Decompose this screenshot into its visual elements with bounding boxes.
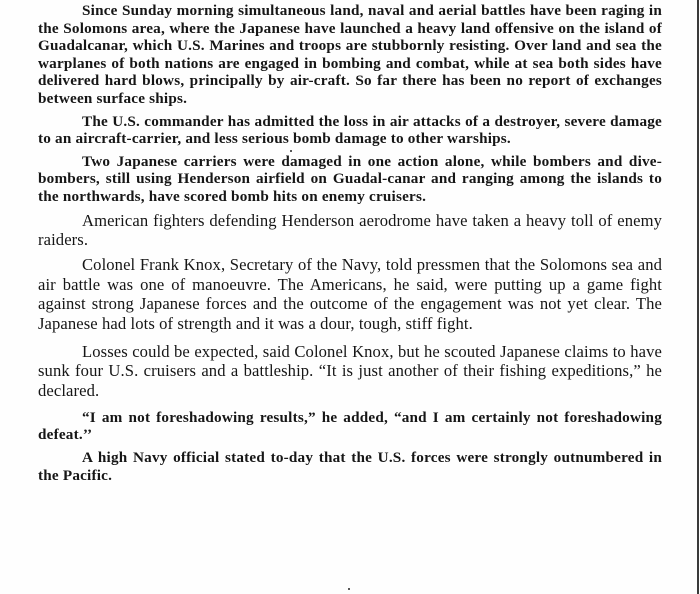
print-speck <box>348 588 350 590</box>
print-speck <box>290 150 292 152</box>
paragraph-navy-official: A high Navy official stated to-day that the U.S. forces were strongly outnumbered in the Pacific. <box>38 449 662 484</box>
column-edge-rule <box>697 0 699 594</box>
paragraph-american-fighters: American fighters defending Henderson aerodrome have taken a heavy toll of enemy raiders. <box>38 210 662 250</box>
article-column <box>38 2 662 484</box>
paragraph-us-losses: The U.S. commander has admitted the loss in air attacks of a destroyer, severe damage to an aircraft-carrier, and less serious bomb damage to other warships. <box>38 112 662 148</box>
paragraph-losses-expected: Losses could be expected, said Colonel Knox, but he scouted Japanese claims to have sunk four U.S. cruisers and a battleship. “It is just another of their fishing expeditions,” he declared. <box>38 341 662 401</box>
paragraph-not-foreshadowing: “I am not foreshadowing results,” he added, “and I am certainly not foreshadowing defeat.’’ <box>38 408 662 444</box>
paragraph-japanese-carriers: Two Japanese carriers were damaged in one action alone, while bombers and dive-bombers, still using Henderson airfield on Guadal-canar and ranging among the islands to the northwards, have scored bomb hits on enemy cruisers. <box>38 152 662 205</box>
paragraph-battles-overview: Since Sunday morning simultaneous land, naval and aerial battles have been raging in the Solomons area, where the Japanese have launched a heavy land offensive on the island of Guadalcanar, which U.S. Marines and troops are stubbornly resisting. Over land and sea the warplanes of both nations are engaged in bombing and combat, while at sea both sides have delivered hard blows, principally by air-craft. So far there has been no report of exchanges between surface ships. <box>38 2 662 107</box>
paragraph-colonel-knox: Colonel Frank Knox, Secretary of the Navy, told pressmen that the Solomons sea and air battle was one of manoeuvre. The Americans, he said, were putting up a game fight against strong Japanese forces and the outcome of the engagement was not yet clear. The Japanese had lots of strength and it was a dour, tough, stiff fight. <box>38 254 662 334</box>
